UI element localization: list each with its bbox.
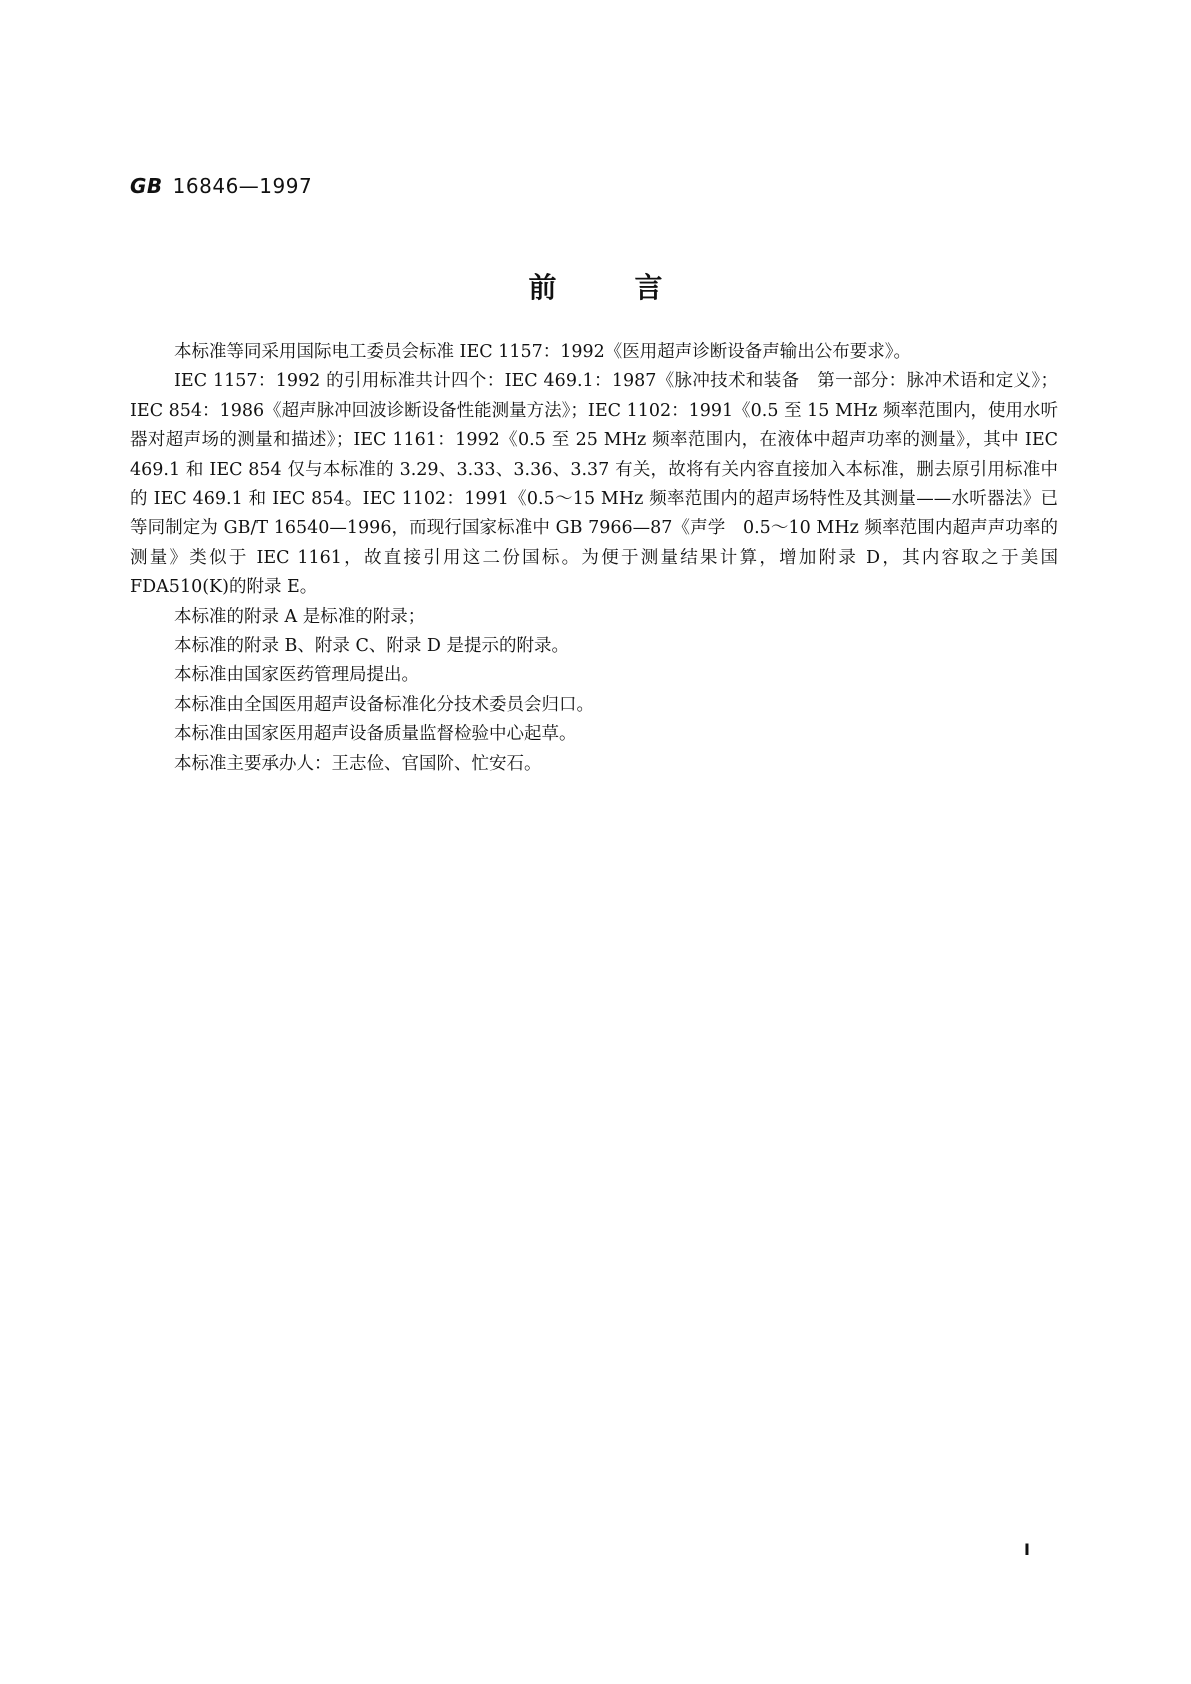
standard-code: 16846—1997 [172,174,313,198]
paragraph-drafter: 本标准由国家医用超声设备质量监督检验中心起草。 [174,724,577,745]
page-number: I [1024,1540,1030,1559]
standard-number [130,174,312,198]
paragraph-committee: 本标准由全国医用超声设备标准化分技术委员会归口。 [174,694,594,715]
page-title: 前言 [528,271,741,304]
paragraph-adoption: 本标准等同采用国际电工委员会标准 IEC 1157：1992《医用超声诊断设备声输出公布要求》。 [174,342,912,362]
paragraph-authors: 本标准主要承办人：王志俭、官国阶、忙安石。 [174,753,542,774]
paragraph-references: IEC 1157：1992 的引用标准共计四个：IEC 469.1：1987《脉冲技术和装备 第一部分：脉冲术语和定义》；IEC 854：1986《超声脉冲回波诊断设备性能测量方法》；IEC 1102：1991《0.5 至 15 MHz 频率范围内，使用水听器对超声场的测量和描述》；IEC 1161：1992《0.5 至 25 MHz 频率范围内，在液体中超声功率的测量》，其中 IEC 469.1 和 IEC 854 仅与本标准的 3.29、3.33、3.36、3.37 有关，故将有关内容直接加入本标准，删去原引用标准中的 IEC 469.1 和 IEC 854。IEC 1102：1991《0.5～15 MHz 频率范围内的超声场特性及其测量——水听器法》已等同制定为 GB/T 16540—1996，而现行国家标准中 GB 7966—87《声学 0.5～10 MHz 频率范围内超声声功率的测量》类似于 IEC 1161，故直接引用这二份国标。为便于测量结果计算，增加附录 D，其内容取之于美国 FDA510(K)的附录 E。 [130,371,1058,598]
foreword-body [130,338,1058,779]
paragraph-appendix-bcd: 本标准的附录 B、附录 C、附录 D 是提示的附录。 [174,636,570,657]
standard-prefix: GB [130,174,163,198]
paragraph-appendix-a: 本标准的附录 A 是标准的附录； [174,606,426,627]
paragraph-proposer: 本标准由国家医药管理局提出。 [174,665,419,686]
